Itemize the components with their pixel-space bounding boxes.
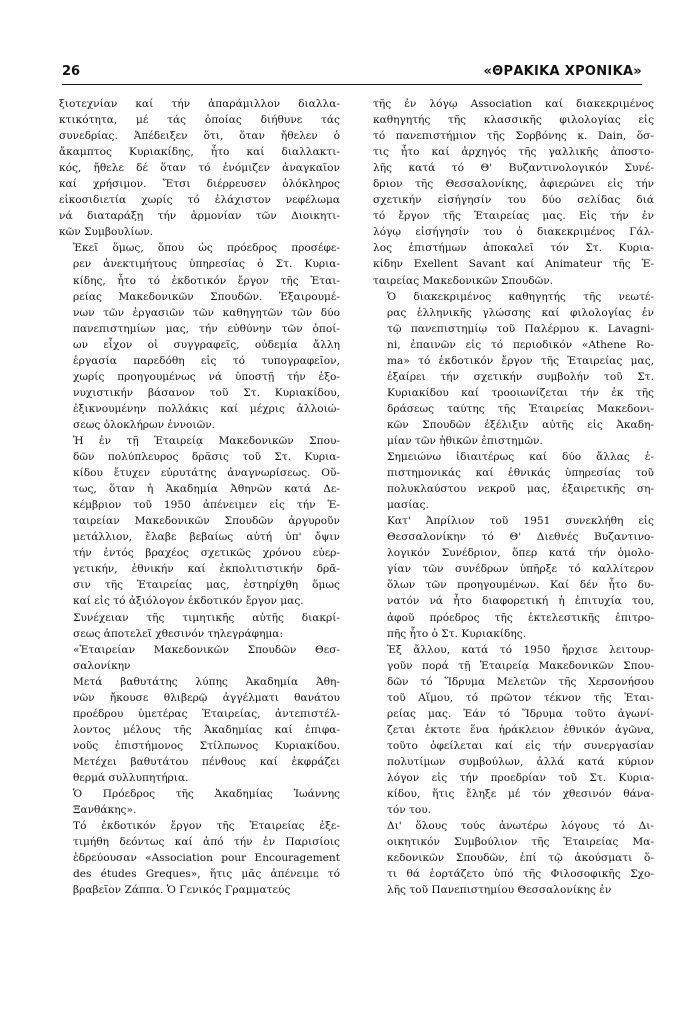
text-line: δῶν τό Ἵδρυμα Μελετῶν τῆς Χερσονήσου [387, 675, 654, 688]
text-line: κός, ἤθελε δέ ὅταν τό ἐνόμιζεν ἀναγκαῖον [59, 162, 340, 175]
paragraph [59, 786, 340, 818]
paragraph [373, 818, 654, 898]
text-line: Σημειώνω ἰδιαιτέρως καί δύο ἄλλας ἐ- [387, 451, 654, 464]
text-line: νων τῶν ἐργασιῶν τῶν καθηγητῶν τῶν δύο [73, 306, 340, 319]
text-line: πανεπιστημίων μας, τήν εὐθύνην τῶν ὁποί- [73, 322, 340, 335]
text-line: νυχιστικήν βάσανον τοῦ Στ. Κυριακίδου, [73, 386, 340, 399]
text-line: εἰκοσιδιετία χωρίς τό ἐλάχιστον νεφέλωμα [59, 194, 340, 207]
text-line: μασίας. [387, 499, 429, 512]
text-line: Ἡ ἐν τῇ Ἑταιρείᾳ Μακεδονικῶν Σπου- [73, 434, 340, 447]
paragraph [373, 513, 654, 641]
text-line: τως, ὅταν ἡ Ἀκαδημία Ἀθηνῶν κατά Δε- [73, 483, 340, 496]
text-line: κίδου ἔτυχεν εὐρυτάτης ἀναγνωρίσεως. Οὕ- [73, 467, 340, 480]
text-line: τιμήθη δεόντως καί ἀπό τήν ἐν Παρισίοις [73, 836, 340, 849]
text-line: ὅλων τῶν προηγουμένων. Καί δέν ἦτο δυ- [387, 579, 654, 592]
text-line: ξιοτεχνίαν καί τήν ἀπαράμιλλον διαλλα- [59, 98, 340, 110]
text-line: ρείας Μακεδονικῶν Σπουδῶν. Ἐξαιρουμέ- [73, 290, 340, 303]
text-line: λῆς τοῦ Πανεπιστημίου Θεσσαλονίκης ἐν [387, 884, 612, 897]
paragraph [373, 289, 654, 449]
text-line: κεδονικῶν Σπουδῶν, ἐπί τῷ ἀκούσματι ὅ- [387, 852, 654, 865]
text-line: νῶν ἤκουσε θλιβερῷ ἀγγέλματι θανάτου [73, 691, 340, 704]
text-line: κίδην Exellent Savant καί Animateur τῆς Ἑ- [373, 258, 654, 271]
text-line: ἑδρεύουσαν «Association pour Encouragement [73, 852, 340, 865]
text-line: δριον τῆς Θεσσαλονίκης, ἀφιερώνει εἰς τήν [373, 178, 654, 191]
text-line: τοῦτο ὀφείλεται καί εἰς τήν συνεργασίαν [387, 739, 654, 752]
running-title: «ΘΡΑΚΙΚΑ ΧΡΟΝΙΚΑ» [483, 64, 642, 79]
text-line: καί χρήσιμον. Ἔτσι διέρρευσεν ὁλόκληρος [59, 178, 340, 191]
text-line: προέδρου ὑμετέρας Ἑταιρείας, ἀντεπιστέλ- [73, 707, 340, 720]
text-line: Ἐξ ἄλλου, κατά τό 1950 ἤρχισε λειτουρ- [387, 643, 654, 656]
text-line: ἄκαμπτος Κυριακίδης, ἦτο καί διαλλακτι- [59, 146, 340, 159]
text-line: τόν του. [387, 804, 432, 817]
paragraph [59, 642, 340, 674]
text-line: ἐργασία παρεδόθη εἰς τό τυπογραφεῖον, [73, 354, 340, 367]
text-line: κῶν Συμβουλίων. [59, 226, 154, 239]
paragraph [373, 96, 654, 289]
text-line: δράσεως ταύτης τῆς Ἑταιρείας Μακεδονι- [387, 402, 654, 415]
text-line: πῆς ἦτο ὁ Στ. Κυριακίδης. [387, 627, 527, 640]
text-line: des études Greques», ἥτις μᾶς ἀπένειμε τό [73, 868, 340, 881]
text-line: κίδου, ἥτις ἔληξε μέ τόν χθεσινόν θάνα- [387, 788, 654, 801]
text-column-right [373, 96, 654, 986]
text-line: Ὁ Πρόεδρος τῆς Ἀκαδημίας Ἰωάννης [73, 788, 340, 801]
text-line: Ξανθάκης». [73, 804, 137, 817]
text-line: μίαν τῶν ἠθικῶν ἐπιστημῶν. [387, 434, 543, 447]
text-line: νατόν νά ἦτο διαφορετική ἡ ἐπιτυχία του, [387, 595, 654, 608]
text-line: ζεται ἐκτοτε ἕνα ἠράκλειον ἐθνικόν ἀγῶνα, [387, 723, 654, 736]
text-line: θερμά συλλυπητήρια. [73, 771, 189, 784]
paragraph [59, 818, 340, 898]
text-line: πολυτίμων συμβούλων, ἀλλά κατά κύριον [387, 755, 654, 768]
text-line: οικητικόν Συμβούλιον τῆς Ἑταιρείας Μα- [387, 836, 654, 849]
text-line: ρας ἑλληνικῆς γλώσσης καί φιλολογίας ἐν [387, 306, 654, 319]
text-line: συνεδρίας. Ἀπέδειξεν ὅτι, ὅταν ἤθελεν ὁ [59, 130, 340, 143]
text-line: ni, ἐπαινῶν εἰς τό περιοδικόν «Athene Ro- [387, 338, 654, 351]
text-line: καί εἰς τό ἀξιόλογον ἐκδοτικόν ἔργον μας. [73, 595, 304, 608]
text-line: Μετά βαθυτάτης λύπης Ἀκαδημία Ἀθη- [73, 675, 340, 688]
text-column-left [59, 96, 340, 986]
text-line: δῶν πολύπλευρος δρᾶσις τοῦ Στ. Κυρια- [73, 451, 340, 464]
text-line: σχετικήν εἰσήγησίν του δύο σελίδας διά [373, 194, 654, 207]
text-line: λογικόν Συνέδριον, ὅπερ κατά τήν ὁμολο- [387, 547, 654, 560]
text-line: Δι' ὅλους τούς ἀνωτέρω λόγους τό Δι- [387, 820, 654, 833]
text-line: Μετέχει βαθυτάτου πένθους καί ἐκφράζει [73, 755, 340, 768]
text-line: τι θά ἑορτάζετο ὑπό τῆς Φιλοσοφικῆς Σχο- [387, 868, 654, 881]
text-line: λόγῳ εἰσήγησίν του ὁ διακεκριμένος Γάλ- [373, 226, 654, 239]
paragraph [59, 96, 340, 240]
text-line: Κατ' Ἀπρίλιον τοῦ 1951 συνεκλήθη εἰς [387, 515, 654, 528]
text-line: ταιρείας Μακεδονικῶν Σπουδῶν. [373, 274, 554, 287]
page-header [62, 64, 642, 85]
paragraph [373, 449, 654, 513]
text-line: βραβεῖον Ζάππα. Ὁ Γενικός Γραμματεύς [73, 884, 291, 897]
text-line: κίδης, ἦτο τό ἐκδοτικόν ἔργον τῆς Ἑται- [73, 274, 340, 287]
text-line: Κυριακίδου καί τροοιωνίζεται τήν ἐκ τῆς [387, 386, 654, 399]
text-line: ρεν ἀνεκτιμήτους ὑπηρεσίας ὁ Στ. Κυρια- [73, 258, 340, 271]
text-line: λῆς κατά τό Θ' Βυζαντινολογικόν Συνέ- [373, 162, 654, 175]
text-line: ρείας μας. Ἐάν τό Ἵδρυμα τοῦτο ἀγωνί- [387, 707, 654, 720]
text-line: χωρίς προηγουμένως νά ὑποστῇ τήν ἐξο- [73, 370, 340, 383]
text-line: λοντος μέλους τῆς Ἀκαδημίας καί ἐπιφα- [73, 723, 340, 736]
text-line: Θεσσαλονίκην τό Θ' Διεθνές Βυζαντινο- [387, 531, 654, 544]
text-line: ἀφοῦ πρόεδρος τῆς ἐκτελεστικῆς ἐπιτρο- [387, 611, 654, 624]
text-line: πιστημονικάς καί ἐθνικάς ὑπηρεσίας τοῦ [387, 467, 654, 480]
text-line: Ἐκεῖ ὅμως, ὅπου ὡς πρόεδρος προσέφε- [73, 242, 340, 255]
text-line: τῆς ἐν λόγῳ Association καί διακεκριμένος [373, 98, 654, 110]
page-number: 26 [62, 64, 81, 79]
text-line: ων εἶχον οἱ συγγραφεῖς, οὐδεμία ἄλλη [73, 338, 340, 351]
text-line: λος ἐπιστήμων ἀποκαλεῖ τόν Στ. Κυρια- [373, 242, 654, 255]
paragraph [59, 433, 340, 610]
text-line: κῶν Σπουδῶν ἐξέλιξιν αὐτῆς εἰς Ἀκαδη- [387, 418, 654, 431]
text-line: γετικήν, ἐθνικήν καί ἐκπολιτιστικήν δρᾶ- [73, 563, 340, 576]
paragraph [59, 610, 340, 642]
paragraph [59, 674, 340, 786]
text-line: σιν τῆς Ἑταιρείας μας, ἐστηρίχθη ὅμως [73, 579, 340, 592]
text-line: κέμβριον τοῦ 1950 ἀπένειμεν εἰς τήν Ἑ- [73, 499, 340, 512]
text-line: γοῦν πορά τῇ Ἑταιρείᾳ Μακεδονικῶν Σπου- [387, 659, 654, 672]
text-line: νά διαταράξῃ τήν ἁρμονίαν τῶν Διοικητι- [59, 210, 340, 223]
text-line: τῷ πανεπιστημίῳ τοῦ Παλέρμου κ. Lavagni- [387, 322, 654, 335]
text-line: μετάλλιον, ἔλαβε βεβαίως αὐτή ὑπ' ὄψιν [73, 531, 340, 544]
text-line: σαλονίκην [73, 659, 131, 672]
text-line: κτικότητα, μέ τάς ὁποίας διήθυνε τάς [59, 114, 340, 127]
text-line: τήν ἐντός βραχέος σχετικῶς χρόνου εὐερ- [73, 547, 340, 560]
text-line: Συνέχειαν τῆς τιμητικῆς αὐτῆς διακρί- [73, 611, 340, 624]
text-line: ἐξαίρει τήν σχετικήν συμβολήν τοῦ Στ. [387, 370, 654, 383]
text-line: σεως ὁλοκλήρων ἐννοιῶν. [73, 418, 216, 431]
text-line: τις ἦτο καί ἀρχηγός τῆς γαλλικῆς ἀποστο- [373, 146, 654, 159]
text-line: Τό ἐκδοτικόν ἔργον τῆς Ἑταιρείας ἐξε- [73, 820, 340, 833]
text-line: ma» τό ἐκδοτικόν ἔργον τῆς Ἑταιρείας μας, [387, 354, 654, 367]
text-line: τό πανεπιστήμιον τῆς Σορβόνης κ. Dain, ὅσ- [373, 130, 654, 143]
text-line: πολυκλαύστου νεκροῦ μας, ἐξαιρετικῆς ση- [387, 483, 654, 496]
text-line: γίαν τῶν συνέδρων ὑπῆρξε τό καλλίτερον [387, 563, 654, 576]
text-line: ταιρείαν Μακεδονικῶν Σπουδῶν ἀργυροῦν [73, 515, 340, 528]
paragraph [59, 240, 340, 433]
text-line: καθηγητής τῆς κλασσικῆς φιλολογίας εἰς [373, 114, 654, 127]
text-line: Ὁ διακεκριμένος καθηγητής τῆς νεωτέ- [387, 290, 654, 303]
paragraph [373, 642, 654, 819]
text-line: τό ἔργον τῆς Ἑταιρείας μας. Εἰς τήν ἐν [373, 210, 654, 223]
text-line: «Ἑταιρείαν Μακεδονικῶν Σπουδῶν Θεσ- [73, 643, 340, 656]
text-line: λόγον εἰς τήν προεδρίαν τοῦ Στ. Κυρια- [387, 771, 654, 784]
text-line: νοῦς ἐπιστήμονος Στίλπωνος Κυριακίδου. [73, 739, 340, 752]
text-line: σεως ἀποτελεῖ χθεσινόν τηλεγράφημα: [73, 627, 284, 640]
text-line: ἐξικνουμένην πολλάκις καί μέχρις ἀλλοιώ- [73, 402, 340, 415]
text-line: τοῦ Αἵμου, τό πρῶτον τέκνον τῆς Ἑται- [387, 691, 654, 704]
